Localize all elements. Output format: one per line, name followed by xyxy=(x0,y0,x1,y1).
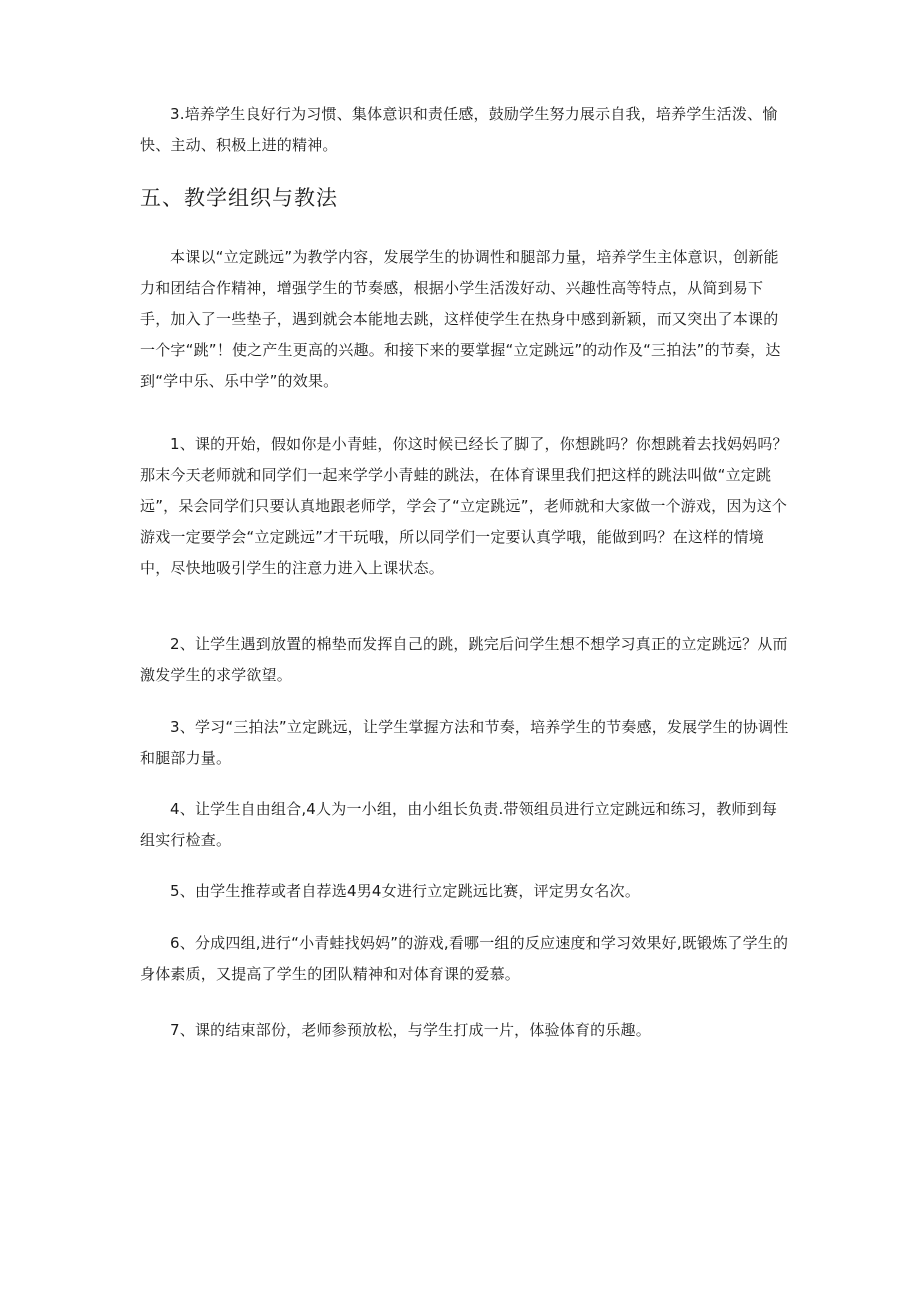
list-item-2: 2、让学生遇到放置的棉垫而发挥自己的跳，跳完后问学生想不想学习真正的立定跳远？从而激发学生的求学欲望。 xyxy=(140,635,788,684)
list-item-6: 6、分成四组,进行“小青蛙找妈妈”的游戏,看哪一组的反应速度和学习效果好,既锻炼了学生的身体素质，又提高了学生的团队精神和对体育课的爱慕。 xyxy=(140,934,789,983)
section-intro-paragraph: 本课以“立定跳远”为教学内容，发展学生的协调性和腿部力量，培养学生主体意识，创新能力和团结合作精神，增强学生的节奏感，根据小学生活泼好动、兴趣性高等特点，从简到易下手，加入了一些垫子，遇到就会本能地去跳，这样使学生在热身中感到新颖，而又突出了本课的一个字“跳”！使之产生更高的兴趣。和接下来的要掌握“立定跳远”的动作及“三拍法”的节奏，达到“学中乐、乐中学”的效果。 xyxy=(140,248,781,390)
list-item-1: 1、课的开始，假如你是小青蛙，你这时候已经长了脚了，你想跳吗？你想跳着去找妈妈吗？那末今天老师就和同学们一起来学学小青蛙的跳法，在体育课里我们把这样的跳法叫做“立定跳远”，呆会同学们只要认真地跟老师学，学会了“立定跳远”，老师就和大家做一个游戏，因为这个游戏一定要学会“立定跳远”才干玩哦，所以同学们一定要认真学哦，能做到吗？在这样的情境中，尽快地吸引学生的注意力进入上课状态。 xyxy=(140,435,788,577)
objective-3-paragraph: 3.培养学生良好行为习惯、集体意识和责任感，鼓励学生努力展示自我，培养学生活泼、愉快、主动、积极上进的精神。 xyxy=(140,105,778,154)
list-item-4: 4、让学生自由组合,4人为一小组，由小组长负责.带领组员进行立定跳远和练习，教师到每组实行检查。 xyxy=(140,800,778,849)
list-item-5: 5、由学生推荐或者自荐选4男4女进行立定跳远比赛，评定男女名次。 xyxy=(170,882,641,900)
list-item-7: 7、课的结束部份，老师参预放松，与学生打成一片，体验体育的乐趣。 xyxy=(170,1021,651,1039)
section-heading: 五、教学组织与教法 xyxy=(140,186,338,210)
list-item-3: 3、学习“三拍法”立定跳远，让学生掌握方法和节奏，培养学生的节奏感，发展学生的协调性和腿部力量。 xyxy=(140,718,789,767)
